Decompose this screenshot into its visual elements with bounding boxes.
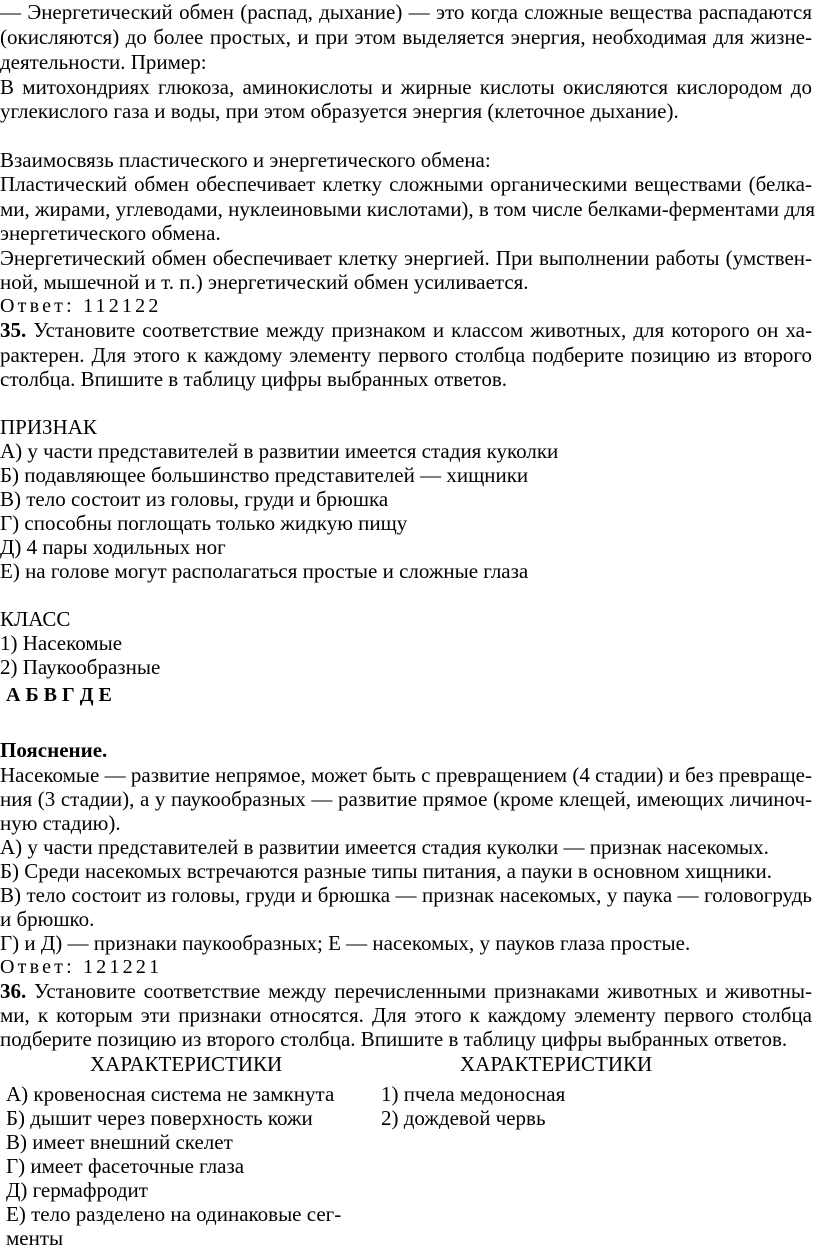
feature-v: В) тело состоит из головы, груди и брюшка [0, 487, 389, 511]
task36-number: 36. [0, 979, 27, 1003]
explanation-line-5: Б) Среди насекомых встречаются разные типы питания, а пауки в основном хищники. [0, 859, 772, 883]
relation-line-6: ной, мышечной и т. п.) энергетический обмен усиливается. [0, 270, 529, 294]
task36-line-2: ми, к которым эти признаки относятся. Для этого к каждому элементу первого столбца [0, 1003, 812, 1027]
energy-line-2: (окисляются) до более простых, и при этом выделяется энергия, необходимая для жизне- [0, 25, 812, 49]
features-heading: ПРИЗНАК [0, 415, 97, 439]
char-d: Д) гермафродит [6, 1178, 148, 1202]
feature-g: Г) способны поглощать только жидкую пищу [0, 511, 408, 535]
explanation-line-8: Г) и Д) — признаки паукообразных; Е — насекомых, у пауков глаза простые. [0, 931, 691, 955]
task35-line-3: столбца. Впишите в таблицу цифры выбранных ответов. [0, 367, 507, 391]
relation-line-5: Энергетический обмен обеспечивает клетку энергией. При выполнении работы (умствен- [0, 246, 812, 270]
char-e: Е) тело разделено на одинаковые сег- [6, 1202, 342, 1226]
explanation-line-4: А) у части представителей в развитии имеется стадия куколки — признак насекомых. [0, 835, 769, 859]
explanation-line-3: ную стадию). [0, 811, 121, 835]
task35-line-1 [0, 318, 812, 342]
explanation-line-2: ния (3 стадии), а у паукообразных — развитие прямое (кроме клещей, имеющих личиноч- [0, 787, 812, 811]
relation-line-3: ми, жирами, углеводами, нуклеиновыми кислотами), в том числе белками-ферментами для [0, 197, 816, 221]
feature-d: Д) 4 пары ходильных ног [0, 535, 226, 559]
answer-table-header: А Б В Г Д Е [6, 684, 112, 706]
task35-text-1: Установите соответствие между признаком и классом животных, для которого он ха- [26, 318, 812, 342]
energy-line-3: деятельности. Пример: [0, 50, 207, 74]
feature-e: Е) на голове могут располагаться простые и сложные глаза [0, 559, 529, 583]
left-column-heading: ХАРАКТЕРИСТИКИ [90, 1052, 283, 1076]
class-heading: КЛАСС [0, 607, 71, 631]
task36-line-1 [0, 979, 812, 1003]
task35-number: 35. [0, 318, 27, 342]
explanation-heading: Пояснение. [0, 738, 108, 762]
relation-line-2: Пластический обмен обеспечивает клетку сложными органическими веществами (белка- [0, 172, 812, 196]
feature-b: Б) подавляющее большинство представителей — хищники [0, 463, 529, 487]
char-g: Г) имеет фасеточные глаза [6, 1154, 245, 1178]
right-column-heading: ХАРАКТЕРИСТИКИ [460, 1052, 653, 1076]
task36-line-3: подберите позицию из второго столбца. Впишите в таблицу цифры выбранных ответов. [0, 1027, 788, 1051]
char-e-cont: менты [6, 1226, 64, 1250]
explanation-line-1: Насекомые — развитие непрямое, может быть с превращением (4 стадии) и без превраще- [0, 763, 812, 787]
relation-line-4: энергетического обмена. [0, 221, 221, 245]
feature-a: А) у части представителей в развитии имеется стадия куколки [0, 439, 559, 463]
relation-heading: Взаимосвязь пластического и энергетического обмена: [0, 148, 491, 172]
animal-2: 2) дождевой червь [381, 1106, 546, 1130]
class-2: 2) Паукообразные [0, 655, 161, 679]
energy-line-5: углекислого газа и воды, при этом образуется энергия (клеточное дыхание). [0, 99, 679, 123]
explanation-line-7: и брюшко. [0, 907, 95, 931]
task36-text-1: Установите соответствие между перечисленными признаками животных и животны- [26, 979, 812, 1003]
char-b: Б) дышит через поверхность кожи [6, 1106, 313, 1130]
char-a: А) кровеносная система не замкнута [6, 1082, 335, 1106]
animal-1: 1) пчела медоносная [381, 1082, 566, 1106]
answer-1: Ответ: 112122 [0, 295, 162, 317]
char-v: В) имеет внешний скелет [6, 1130, 233, 1154]
energy-line-1: — Энергетический обмен (распад, дыхание) — это когда сложные вещества распадаются [0, 0, 812, 24]
explanation-line-6: В) тело состоит из головы, груди и брюшка — признак насекомых, у паука — головогрудь [0, 883, 812, 907]
class-1: 1) Насекомые [0, 631, 123, 655]
energy-line-4: В митохондриях глюкоза, аминокислоты и жирные кислоты окисляются кислородом до [0, 75, 812, 99]
answer-2: Ответ: 121221 [0, 956, 163, 978]
task35-line-2: рактерен. Для этого к каждому элементу первого столбца подберите позицию из второго [0, 343, 812, 367]
